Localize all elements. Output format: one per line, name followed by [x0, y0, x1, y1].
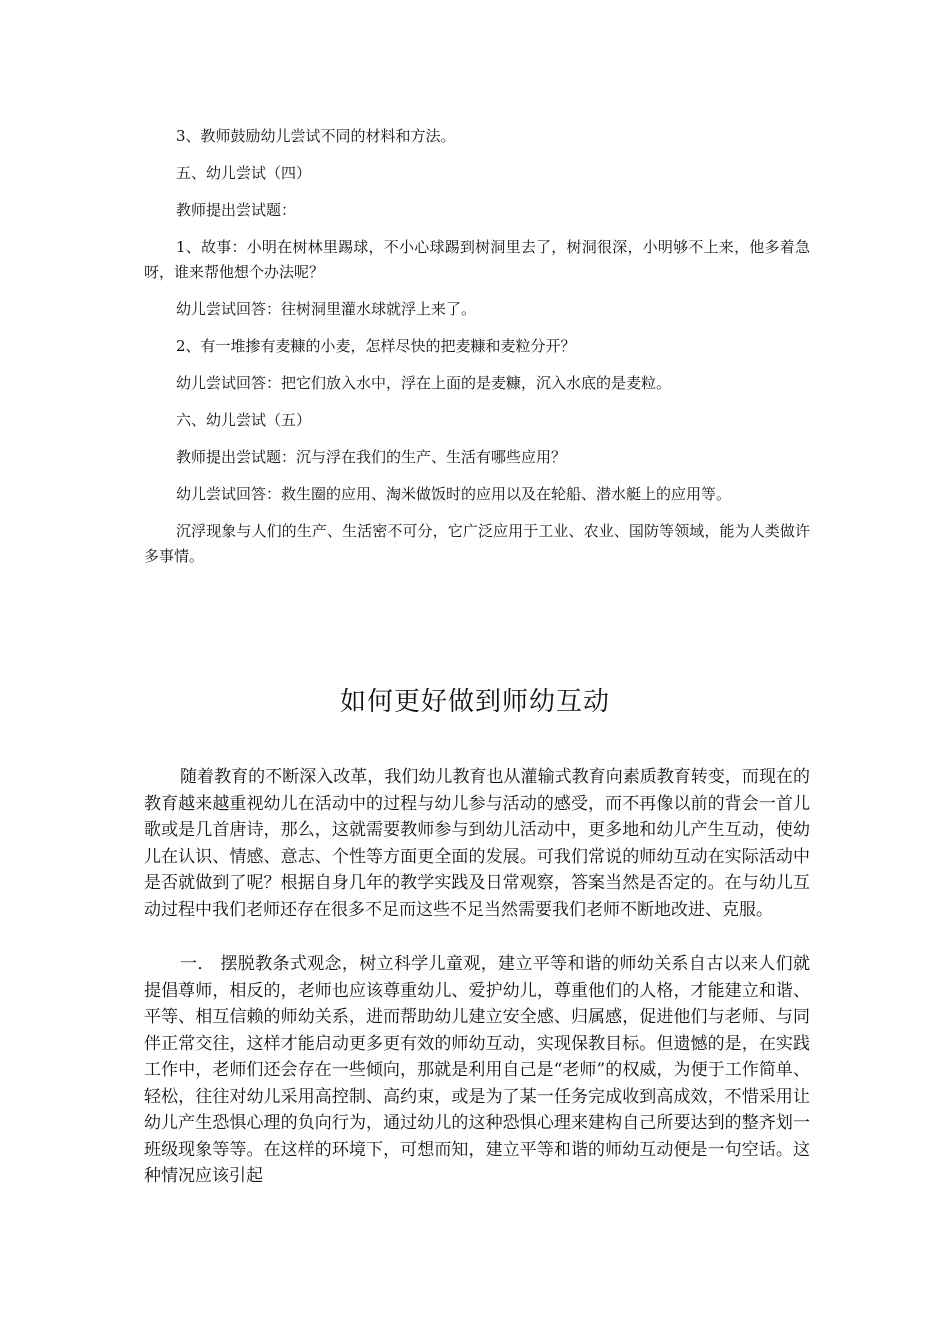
article-body	[144, 764, 810, 1190]
section-one-paragraph: 一． 摆脱教条式观念，树立科学儿童观，建立平等和谐的师幼关系自古以来人们就提倡尊师，相反的，老师也应该尊重幼儿、爱护幼儿，尊重他们的人格，才能建立和谐、平等、相互信赖的师幼关系，进而帮助幼儿建立安全感、归属感，促进他们与老师、与同伴正常交往，这样才能启动更多更有效的师幼互动，实现保教目标。但遗憾的是，在实践工作中，老师们还会存在一些倾向，那就是利用自己是“老师”的权威，为便于工作简单、轻松，往往对幼儿采用高控制、高约束，或是为了某一任务完成收到高成效，不惜采用让幼儿产生恐惧心理的负向行为，通过幼儿的这种恐惧心理来建构自己所要达到的整齐划一班级现象等等。在这样的环境下，可想而知，建立平等和谐的师幼互动便是一句空话。这种情况应该引起	[144, 954, 810, 1186]
intro-paragraph: 随着教育的不断深入改革，我们幼儿教育也从灌输式教育向素质教育转变，而现在的教育越来越重视幼儿在活动中的过程与幼儿参与活动的感受，而不再像以前的背会一首儿歌或是几首唐诗，那么，这就需要教师参与到幼儿活动中，更多地和幼儿产生互动，使幼儿在认识、情感、意志、个性等方面更全面的发展。可我们常说的师幼互动在实际活动中是否就做到了呢？根据自身几年的教学实践及日常观察，答案当然是否定的。在与幼儿互动过程中我们老师还存在很多不足而这些不足当然需要我们老师不断地改进、克服。	[144, 767, 810, 920]
paragraph: 幼儿尝试回答：往树洞里灌水球就浮上来了。	[176, 300, 477, 318]
section-heading: 五、幼儿尝试（四）	[176, 164, 312, 182]
paragraph: 1、故事：小明在树林里踢球，不小心球踢到树洞里去了，树洞很深，小明够不上来，他多着急呀，谁来帮他想个办法呢？	[144, 238, 810, 281]
section-heading: 六、幼儿尝试（五）	[176, 411, 312, 429]
paragraph: 教师提出尝试题：沉与浮在我们的生产、生活有哪些应用？	[176, 448, 567, 466]
article-title: 如何更好做到师幼互动	[339, 687, 610, 717]
lesson-plan-section	[144, 124, 810, 581]
paragraph: 3、教师鼓励幼儿尝试不同的材料和方法。	[176, 127, 456, 145]
paragraph: 沉浮现象与人们的生产、生活密不可分，它广泛应用于工业、农业、国防等领域，能为人类做许多事情。	[144, 522, 810, 565]
paragraph: 幼儿尝试回答：把它们放入水中，浮在上面的是麦糠，沉入水底的是麦粒。	[176, 374, 672, 392]
paragraph: 幼儿尝试回答：救生圈的应用、淘米做饭时的应用以及在轮船、潜水艇上的应用等。	[176, 485, 732, 503]
paragraph: 教师提出尝试题：	[176, 201, 297, 219]
paragraph: 2、有一堆掺有麦糠的小麦，怎样尽快的把麦糠和麦粒分开？	[176, 337, 576, 355]
